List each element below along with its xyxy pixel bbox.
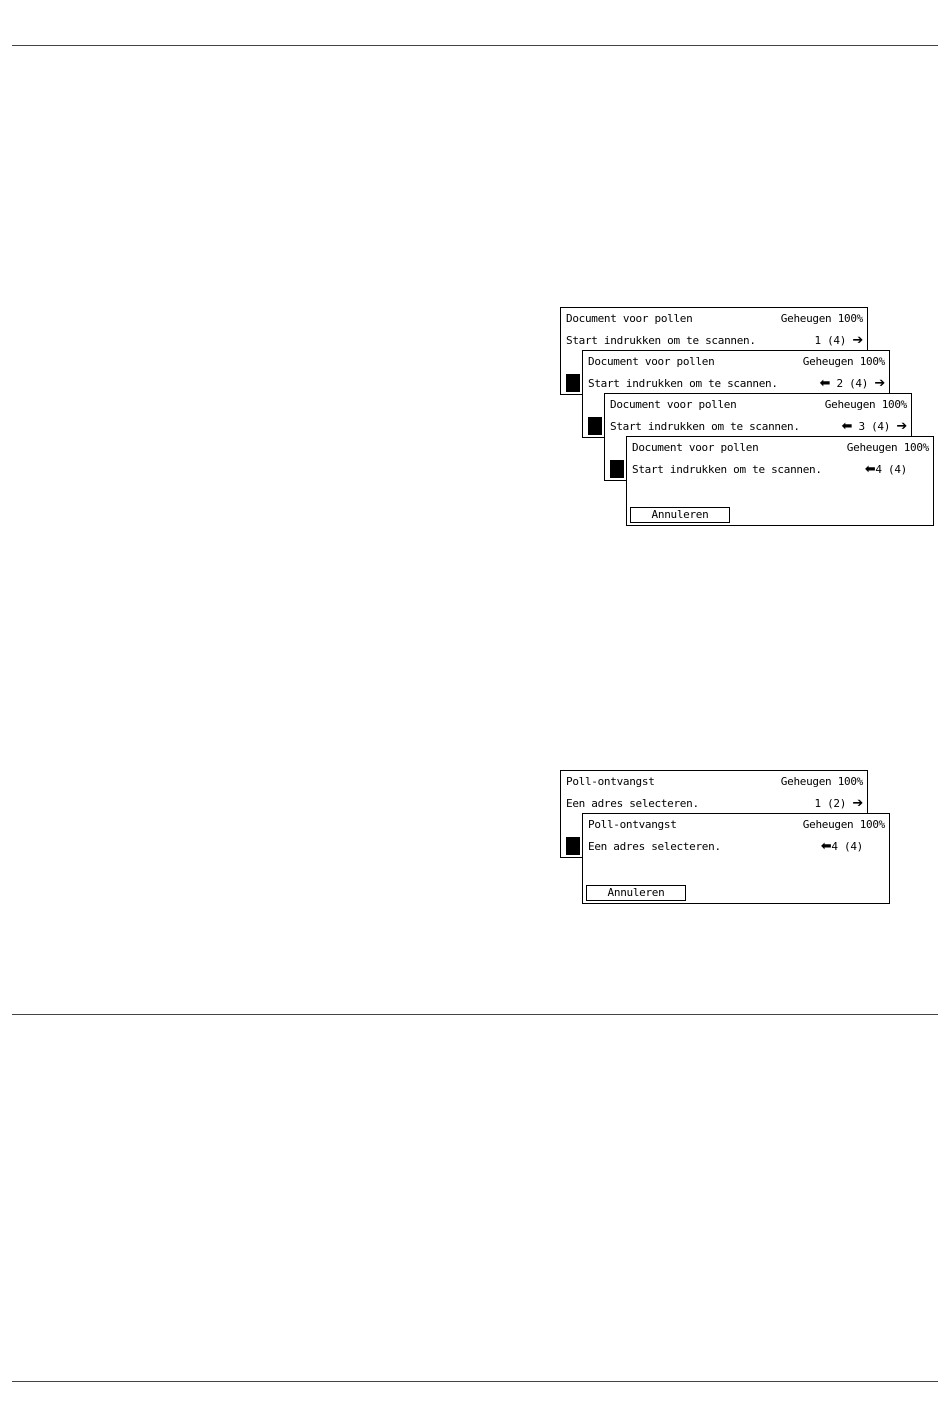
cancel-button-edge — [566, 374, 580, 392]
cancel-button-edge — [610, 460, 624, 478]
page-counter: 1 (2) — [814, 797, 847, 810]
memory-status: Geheugen 100% — [802, 818, 885, 831]
memory-status: Geheugen 100% — [780, 312, 863, 325]
page-counter: 2 (4) — [836, 377, 869, 390]
screen-prompt: Een adres selecteren. — [566, 797, 699, 810]
arrow-right-icon[interactable]: ➔ — [852, 796, 863, 811]
cancel-button[interactable]: Annuleren — [586, 885, 686, 901]
arrow-left-icon[interactable]: ⬅ — [841, 419, 853, 434]
screen-prompt: Start indrukken om te scannen. — [566, 334, 756, 347]
page-counter: 4 (4) — [831, 840, 863, 853]
memory-status: Geheugen 100% — [802, 355, 885, 368]
arrow-left-icon[interactable]: ⬅ — [819, 376, 831, 391]
page-counter: 1 (4) — [814, 334, 847, 347]
section-rule — [12, 1014, 938, 1015]
screen-document-poll-page-4 — [626, 436, 934, 526]
bottom-rule — [12, 1381, 938, 1382]
memory-status: Geheugen 100% — [780, 775, 863, 788]
cancel-button[interactable]: Annuleren — [630, 507, 730, 523]
screen-prompt: Start indrukken om te scannen. — [610, 420, 800, 433]
screen-title: Poll-ontvangst — [566, 775, 655, 788]
memory-status: Geheugen 100% — [846, 441, 929, 454]
arrow-left-icon[interactable]: ⬅ — [864, 462, 876, 477]
screen-title: Poll-ontvangst — [588, 818, 677, 831]
screen-title: Document voor pollen — [632, 441, 759, 454]
page-counter: 3 (4) — [858, 420, 891, 433]
screen-title: Document voor pollen — [566, 312, 693, 325]
screen-prompt: Een adres selecteren. — [588, 840, 721, 853]
cancel-button-edge — [588, 417, 602, 435]
memory-status: Geheugen 100% — [824, 398, 907, 411]
screen-poll-receive-page-2 — [582, 813, 890, 904]
arrow-left-icon[interactable]: ⬅ — [820, 839, 832, 854]
arrow-right-icon[interactable]: ➔ — [852, 333, 863, 348]
cancel-button-edge — [566, 837, 580, 855]
page-counter: 4 (4) — [875, 463, 907, 476]
top-rule — [12, 45, 938, 46]
arrow-right-icon[interactable]: ➔ — [896, 419, 907, 434]
screen-title: Document voor pollen — [610, 398, 737, 411]
screen-prompt: Start indrukken om te scannen. — [588, 377, 778, 390]
arrow-right-icon[interactable]: ➔ — [874, 376, 885, 391]
screen-prompt: Start indrukken om te scannen. — [632, 463, 822, 476]
screen-title: Document voor pollen — [588, 355, 715, 368]
